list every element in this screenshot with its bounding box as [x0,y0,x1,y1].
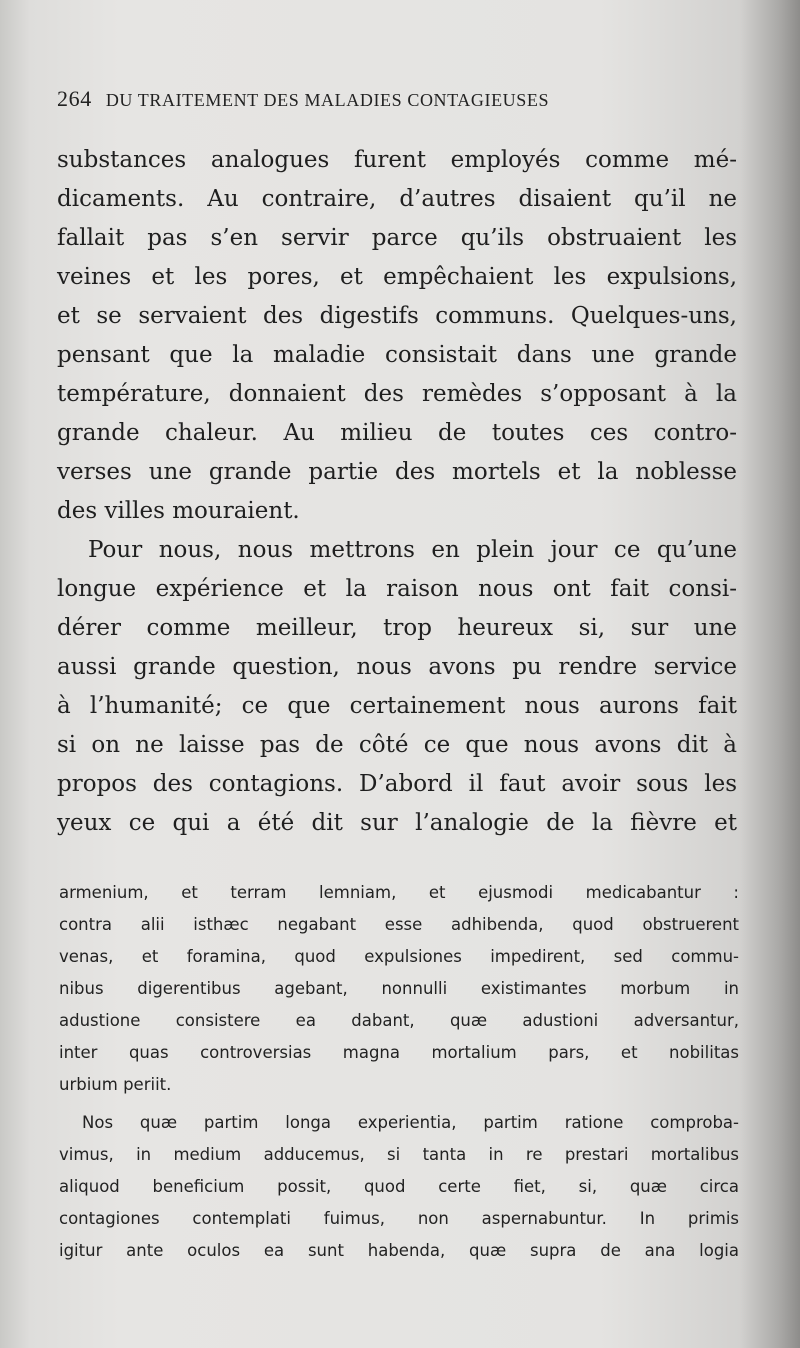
latin-text-line: inter quas controversias magna mortalium pars, et nobilitas [59,1043,739,1062]
french-text-line: à l’humanité; ce que certainement nous aurons fait [57,693,737,719]
latin-text-line: contagiones contemplati fuimus, non aspernabuntur. In primis [59,1209,739,1228]
french-text-line: dérer comme meilleur, trop heureux si, sur une [57,615,737,641]
french-text-line: et se servaient des digestifs communs. Quelques-uns, [57,303,737,329]
french-text-line: température, donnaient des remèdes s’opposant à la [57,381,737,407]
latin-text-line: Nos quæ partim longa experientia, partim ratione comproba- [82,1113,739,1132]
french-text-line: substances analogues furent employés comme mé- [57,147,737,173]
running-title: DU TRAITEMENT DES MALADIES CONTAGIEUSES [105,90,550,110]
french-text-line: veines et les pores, et empêchaient les expulsions, [57,264,737,290]
french-text-line: Pour nous, nous mettrons en plein jour ce qu’une [88,537,737,563]
latin-text-line: nibus digerentibus agebant, nonnulli existimantes morbum in [59,979,739,998]
french-text-line: verses une grande partie des mortels et la noblesse [57,459,737,485]
french-text-line: des villes mouraient. [57,498,300,524]
french-text-line: pensant que la maladie consistait dans une grande [57,342,737,368]
latin-text-line: urbium periit. [59,1075,172,1094]
latin-text-line: adustione consistere ea dabant, quæ adustioni adversantur, [59,1011,739,1030]
french-text-line: aussi grande question, nous avons pu rendre service [57,654,737,680]
latin-text-line: contra alii isthæc negabant esse adhibenda, quod obstruerent [59,915,739,934]
french-text-line: longue expérience et la raison nous ont fait consi- [57,576,737,602]
french-text-line: yeux ce qui a été dit sur l’analogie de la fièvre et [57,810,737,836]
french-text-line: fallait pas s’en servir parce qu’ils obstruaient les [57,225,737,251]
french-text-line: dicaments. Au contraire, d’autres disaient qu’il ne [57,186,737,212]
latin-text-line: armenium, et terram lemniam, et ejusmodi medicabantur : [59,883,739,902]
running-header [57,86,737,116]
latin-text-line: igitur ante oculos ea sunt habenda, quæ supra de ana logia [59,1241,739,1260]
french-text-line: propos des contagions. D’abord il faut avoir sous les [57,771,737,797]
latin-text-line: venas, et foramina, quod expulsiones impedirent, sed commu- [59,947,739,966]
french-text-line: grande chaleur. Au milieu de toutes ces contro- [57,420,737,446]
latin-text-line: vimus, in medium adducemus, si tanta in re prestari mortalibus [59,1145,739,1164]
page-number: 264 [57,86,92,111]
latin-text-line: aliquod beneficium possit, quod certe fiet, si, quæ circa [59,1177,739,1196]
french-text-line: si on ne laisse pas de côté ce que nous avons dit à [57,732,737,758]
